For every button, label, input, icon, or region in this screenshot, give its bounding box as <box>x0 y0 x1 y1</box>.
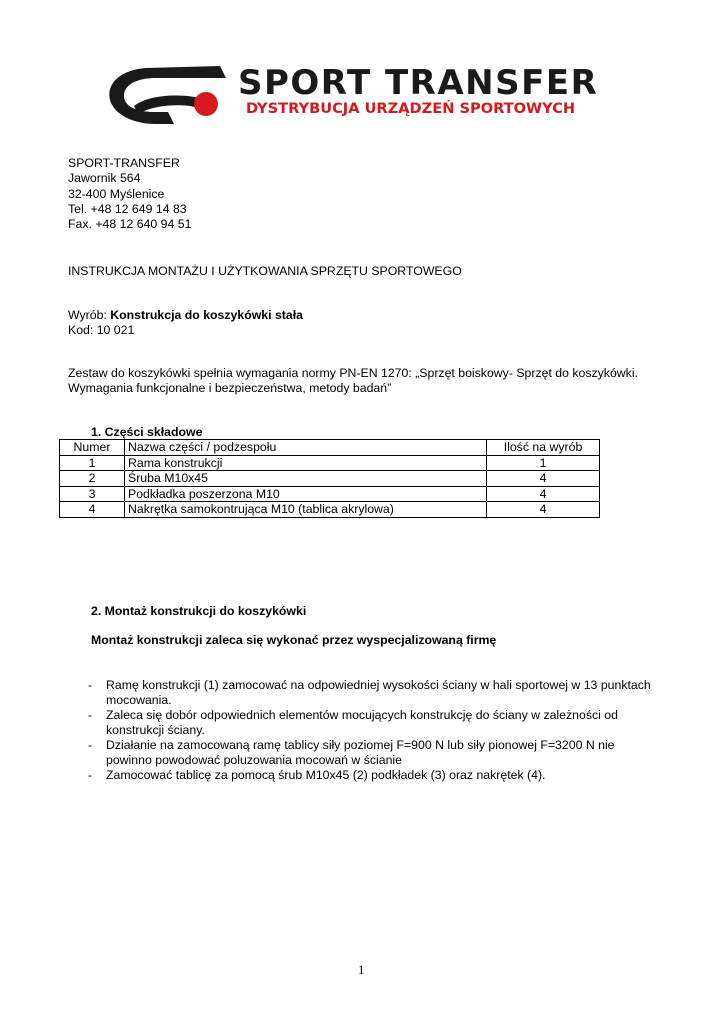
table-cell: 2 <box>60 471 125 487</box>
list-item <box>88 768 658 783</box>
list-item-line: powinno powodować poluzowania mocowań w ścianie <box>106 753 402 767</box>
table-row <box>60 502 600 518</box>
product-label: Wyrób: <box>68 308 111 322</box>
document-title: INSTRUKCJA MONTAŻU I UŻYTKOWANIA SPRZĘTU SPORTOWEGO <box>68 264 462 278</box>
bullet-marker: - <box>88 768 93 782</box>
list-item <box>88 708 658 738</box>
table-cell: Nakrętka samokontrująca M10 (tablica akrylowa) <box>125 502 487 518</box>
table-cell: 3 <box>60 486 125 502</box>
company-name: SPORT-TRANSFER <box>68 156 180 170</box>
list-item-line: Zaleca się dobór odpowiednich elementów mocujących konstrukcję do ściany w zależności od <box>106 708 618 722</box>
table-cell: 4 <box>60 502 125 518</box>
product-name: Konstrukcja do koszykówki stała <box>110 308 303 322</box>
product-code: Kod: 10 021 <box>68 323 135 337</box>
table-cell: 4 <box>487 471 600 487</box>
logo-swoosh-icon <box>104 62 229 132</box>
table-row <box>60 486 600 502</box>
logo-subtitle: DYSTRYBUCJA URZĄDZEŃ SPORTOWYCH <box>246 100 576 117</box>
company-city: 32-400 Myślenice <box>68 186 165 201</box>
list-item <box>88 678 658 708</box>
table-cell: 1 <box>60 455 125 471</box>
list-item-line: Zamocować tablicę za pomocą śrub M10x45 (2) podkładek (3) oraz nakrętek (4). <box>106 768 546 782</box>
company-fax: Fax. +48 12 640 94 51 <box>68 217 192 232</box>
table-cell: 4 <box>487 486 600 502</box>
page-number: 1 <box>358 962 365 977</box>
table-cell: 1 <box>487 455 600 471</box>
logo-title: SPORT TRANSFER <box>238 63 599 103</box>
parts-table <box>59 439 600 518</box>
table-cell: Rama konstrukcji <box>125 455 487 471</box>
list-item <box>88 738 658 768</box>
bullet-marker: - <box>88 708 93 722</box>
bullet-marker: - <box>88 738 93 752</box>
section-2-heading: 2. Montaż konstrukcji do koszykówki <box>91 604 307 618</box>
bullet-marker: - <box>88 678 93 692</box>
table-header-cell: Numer <box>60 440 125 456</box>
installation-recommendation: Montaż konstrukcji zaleca się wykonać przez wyspecjalizowaną firmę <box>91 633 497 647</box>
table-header-cell: Ilość na wyrób <box>487 440 600 456</box>
list-item-line: Ramę konstrukcji (1) zamocować na odpowiedniej wysokości ściany w hali sportowej w 13 punktach <box>106 678 651 692</box>
product-line <box>68 308 303 322</box>
list-item-line: konstrukcji ściany. <box>106 723 205 737</box>
norm-text-line-1: Zestaw do koszykówki spełnia wymagania normy PN-EN 1270: „Sprzęt boiskowy- Sprzęt do koszykówki. <box>68 366 638 380</box>
table-header-row <box>60 440 600 456</box>
table-cell: 4 <box>487 502 600 518</box>
norm-text-line-2: Wymagania funkcjonalne i bezpieczeństwa, metody badań” <box>68 381 392 395</box>
table-row <box>60 455 600 471</box>
section-1-heading: 1. Części składowe <box>91 425 203 439</box>
table-cell: Podkładka poszerzona M10 <box>125 486 487 502</box>
company-address <box>68 156 191 232</box>
installation-steps-list <box>88 678 658 783</box>
table-cell: Śruba M10x45 <box>125 471 487 487</box>
company-street: Jawornik 564 <box>68 171 141 186</box>
list-item-line: mocowania. <box>106 693 172 707</box>
table-row <box>60 471 600 487</box>
table-header-cell: Nazwa części / podzespołu <box>125 440 487 456</box>
company-phone: Tel. +48 12 649 14 83 <box>68 201 187 216</box>
list-item-line: Działanie na zamocowaną ramę tablicy siły poziomej F=900 N lub siły pionowej F=3200 N nie <box>106 738 615 752</box>
company-logo <box>104 62 604 132</box>
